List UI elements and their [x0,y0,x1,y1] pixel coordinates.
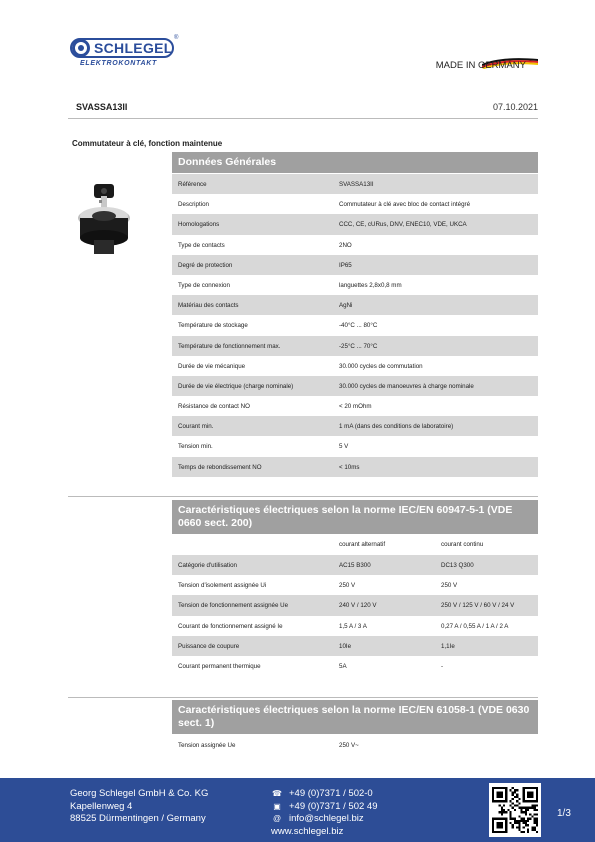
row-value-dc: 0,27 A / 0,55 A / 1 A / 2 A [441,622,509,630]
row-label: Tension assignée Ue [178,742,236,749]
row-label: Description [178,201,209,209]
row-value: SVASSA13II [339,181,374,188]
row-value: 5 V [339,443,349,451]
row-value-ac: 250 V [339,582,356,590]
row-value: CCC, CE, cURus, DNV, ENEC10, VDE, UKCA [339,221,467,229]
table-row [172,214,538,234]
row-value: 250 V~ [339,742,359,749]
row-value-dc: DC13 Q300 [441,562,474,569]
row-value: 30.000 cycles de commutation [339,362,423,370]
qr-code-icon[interactable] [489,783,541,837]
logo-registered-mark: ® [174,35,179,41]
row-label: Courant min. [178,423,214,431]
company-address [70,788,208,826]
row-value: IP65 [339,261,352,269]
phone-number[interactable]: +49 (0)7371 / 502-0 [289,788,373,799]
row-value: languettes 2,8x0,8 mm [339,281,402,289]
email-link[interactable]: info@schlegel.biz [289,813,364,824]
row-label: Température de stockage [178,322,248,330]
table-row [172,174,538,194]
row-label: Catégorie d'utilisation [178,562,237,569]
company-city: 88525 Dürmentingen / Germany [70,813,206,824]
row-value: AgNi [339,302,353,310]
row-value-ac: 5A [339,662,347,670]
fax-icon: ▣ [273,801,281,811]
row-value-ac: 240 V / 120 V [339,602,377,610]
column-headers [172,536,538,554]
section-iec61058-title: Caractéristiques électriques selon la norme IEC/EN 61058-1 (VDE 0630 sect. 1) [172,700,538,734]
page-number: 1/3 [557,808,571,819]
logo-subtitle: ELEKTROKONTAKT [80,60,157,67]
row-value: Commutateur à clé avec bloc de contact intégré [339,201,471,209]
row-label: Référence [178,181,207,188]
row-value-dc: 250 V / 125 V / 60 V / 24 V [441,602,515,610]
key-switch-product-image [72,178,136,260]
table-row [172,194,538,214]
row-label: Durée de vie électrique (charge nominale) [178,382,294,390]
column-header-ac: courant alternatif [339,541,386,548]
row-label: Type de connexion [178,281,230,289]
row-label: Degré de protection [178,261,233,269]
table-row [172,255,538,275]
iec61058-table [172,735,538,755]
logo-name: SCHLEGEL [94,40,173,56]
row-value: 1 mA (dans des conditions de laboratoire) [339,423,454,431]
row-label: Temps de rebondissement NO [178,463,262,471]
table-row [172,235,538,255]
row-value: -25°C ... 70°C [339,342,378,350]
table-row [172,636,538,656]
document-number: SVASSA13II [76,102,128,112]
contact-info [271,788,377,838]
company-name: Georg Schlegel GmbH & Co. KG [70,788,209,799]
row-label: Température de fonctionnement max. [178,342,281,350]
table-row [172,575,538,595]
section-iec60947-title: Caractéristiques électriques selon la norme IEC/EN 60947-5-1 (VDE 0660 sect. 200) [172,500,538,534]
table-row [172,616,538,636]
row-label: Tension de fonctionnement assignée Ue [178,602,289,610]
row-label: Puissance de coupure [178,642,240,650]
table-row [172,735,538,755]
header-divider [68,118,538,119]
email-icon: @ [272,814,282,823]
row-label: Courant de fonctionnement assigné Ie [178,622,283,630]
row-value: < 20 mOhm [339,403,372,411]
general-data-table [172,174,538,477]
table-row [172,457,538,477]
product-subtitle: Commutateur à clé, fonction maintenue [72,139,223,148]
table-row [172,436,538,456]
row-label: Durée de vie mécanique [178,362,246,370]
row-value-ac: 1,5 A / 3 A [339,622,367,630]
row-label: Homologations [178,221,220,229]
table-row [172,376,538,396]
table-row [172,275,538,295]
website-link[interactable]: www.schlegel.biz [271,825,344,837]
row-label: Tension min. [178,443,213,451]
row-value-dc: - [441,662,444,670]
table-row [172,656,538,676]
fax-number: +49 (0)7371 / 502 49 [289,800,378,812]
table-row [172,356,538,376]
section-general-data-title: Données Générales [172,152,538,173]
row-value: 2NO [339,241,352,249]
schlegel-logo [70,35,180,70]
section-divider [68,496,538,497]
table-row [172,336,538,356]
row-label: Type de contacts [178,241,225,249]
row-value-ac: 10Ie [339,642,352,650]
logo-ring-icon [72,39,90,57]
table-row [172,315,538,335]
row-value-dc: 1,1Ie [441,642,455,650]
table-row [172,396,538,416]
row-value-ac: AC15 B300 [339,562,371,569]
row-value: -40°C ... 80°C [339,322,378,330]
row-value-dc: 250 V [441,582,458,590]
document-date: 07.10.2021 [492,102,538,112]
row-value: 30.000 cycles de manoeuvres à charge nominale [339,382,474,390]
phone-icon: ☎ [272,789,282,798]
section-divider [68,697,538,698]
row-label: Tension d'isolement assignée Ui [178,582,267,590]
iec60947-table [172,555,538,676]
column-header-dc: courant continu [441,541,484,548]
table-row [172,555,538,575]
company-street: Kapellenweg 4 [70,800,133,812]
row-label: Résistance de contact NO [178,403,250,411]
row-label: Matériau des contacts [178,302,239,310]
footer [0,778,595,842]
row-label: Courant permanent thermique [178,662,261,670]
made-in-germany: MADE IN GERMANY [435,60,526,71]
table-row [172,295,538,315]
table-row [172,595,538,615]
table-row [172,416,538,436]
row-value: < 10ms [339,463,360,471]
